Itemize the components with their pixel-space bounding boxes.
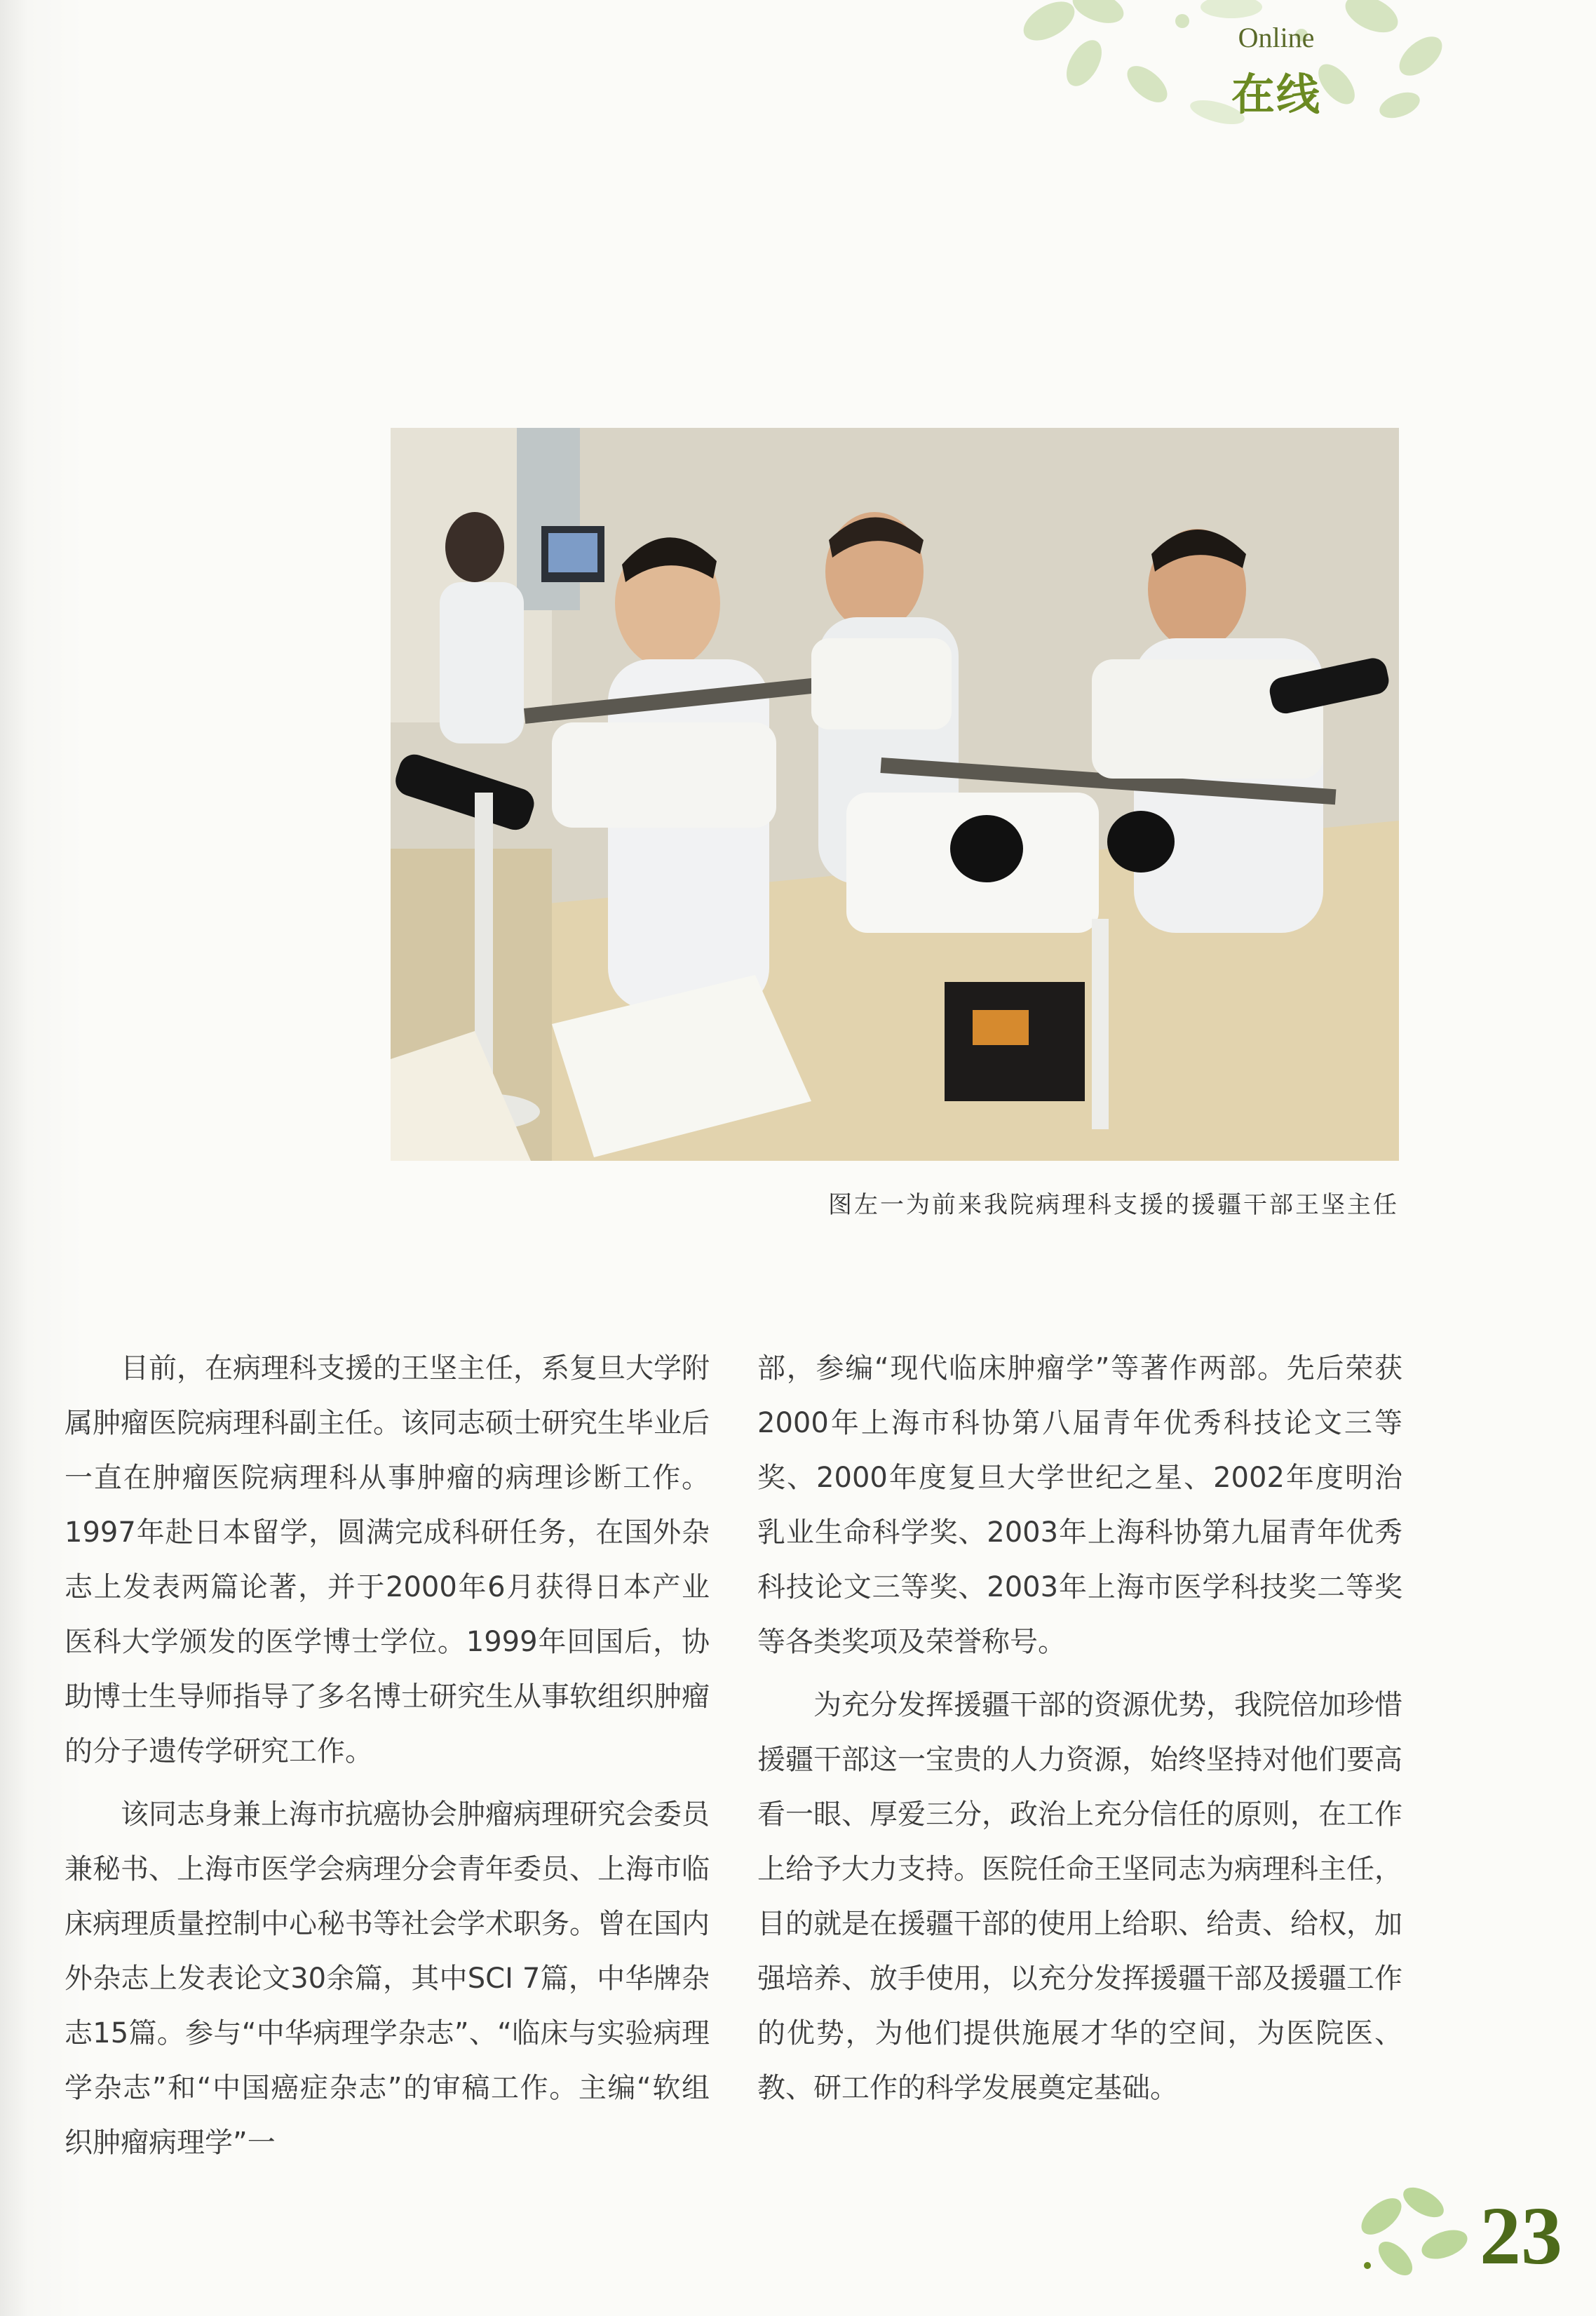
article-column-left: [65, 1341, 710, 2170]
page-number: 23: [1480, 2190, 1562, 2282]
paragraph: 目前，在病理科支援的王坚主任，系复旦大学附属肿瘤医院病理科副主任。该同志硕士研究生毕业后一直在肿瘤医院病理科从事肿瘤的病理诊断工作。1997年赴日本留学，圆满完成科研任务，在国外杂志上发表两篇论著，并于2000年6月获得日本产业医科大学颁发的医学博士学位。1999年回国后，协助博士生导师指导了多名博士研究生从事软组织肿瘤的分子遗传学研究工作。: [65, 1352, 710, 1768]
article-column-right: [757, 1341, 1402, 2115]
pathology-lab-photo: [391, 428, 1399, 1161]
paragraph: 为充分发挥援疆干部的资源优势，我院倍加珍惜援疆干部这一宝贵的人力资源，始终坚持对他们要高看一眼、厚爱三分，政治上充分信任的原则，在工作上给予大力支持。医院任命王坚同志为病理科主任，目的就是在援疆干部的使用上给职、给责、给权，加强培养、放手使用，以充分发挥援疆干部及援疆工作的优势，为他们提供施展才华的空间，为医院医、教、研工作的科学发展奠定基础。: [757, 1689, 1402, 2104]
section-label-zh: 在线: [1231, 69, 1321, 120]
paragraph: 部，参编“现代临床肿瘤学”等著作两部。先后荣获2000年上海市科协第八届青年优秀科技论文三等奖、2000年度复旦大学世纪之星、2002年度明治乳业生命科学奖、2003年上海科协第九届青年优秀科技论文三等奖、2003年上海市医学科技奖二等奖等各类奖项及荣誉称号。: [757, 1352, 1402, 1658]
photo-caption: 图左一为前来我院病理科支援的援疆干部王坚主任: [828, 1191, 1399, 1219]
footer-leaf-icon: [1339, 2174, 1487, 2294]
paragraph: 该同志身兼上海市抗癌协会肿瘤病理研究会委员兼秘书、上海市医学会病理分会青年委员、上海市临床病理质量控制中心秘书等社会学术职务。曾在国内外杂志上发表论文30余篇，其中SCI 7篇，中华牌杂志15篇。参与“中华病理学杂志”、“临床与实验病理学杂志”和“中国癌症杂志”的审稿工作。主编“软组织肿瘤病理学”一: [65, 1798, 710, 2159]
article-photo: [391, 428, 1399, 1161]
section-label-en: Online: [1238, 22, 1315, 53]
